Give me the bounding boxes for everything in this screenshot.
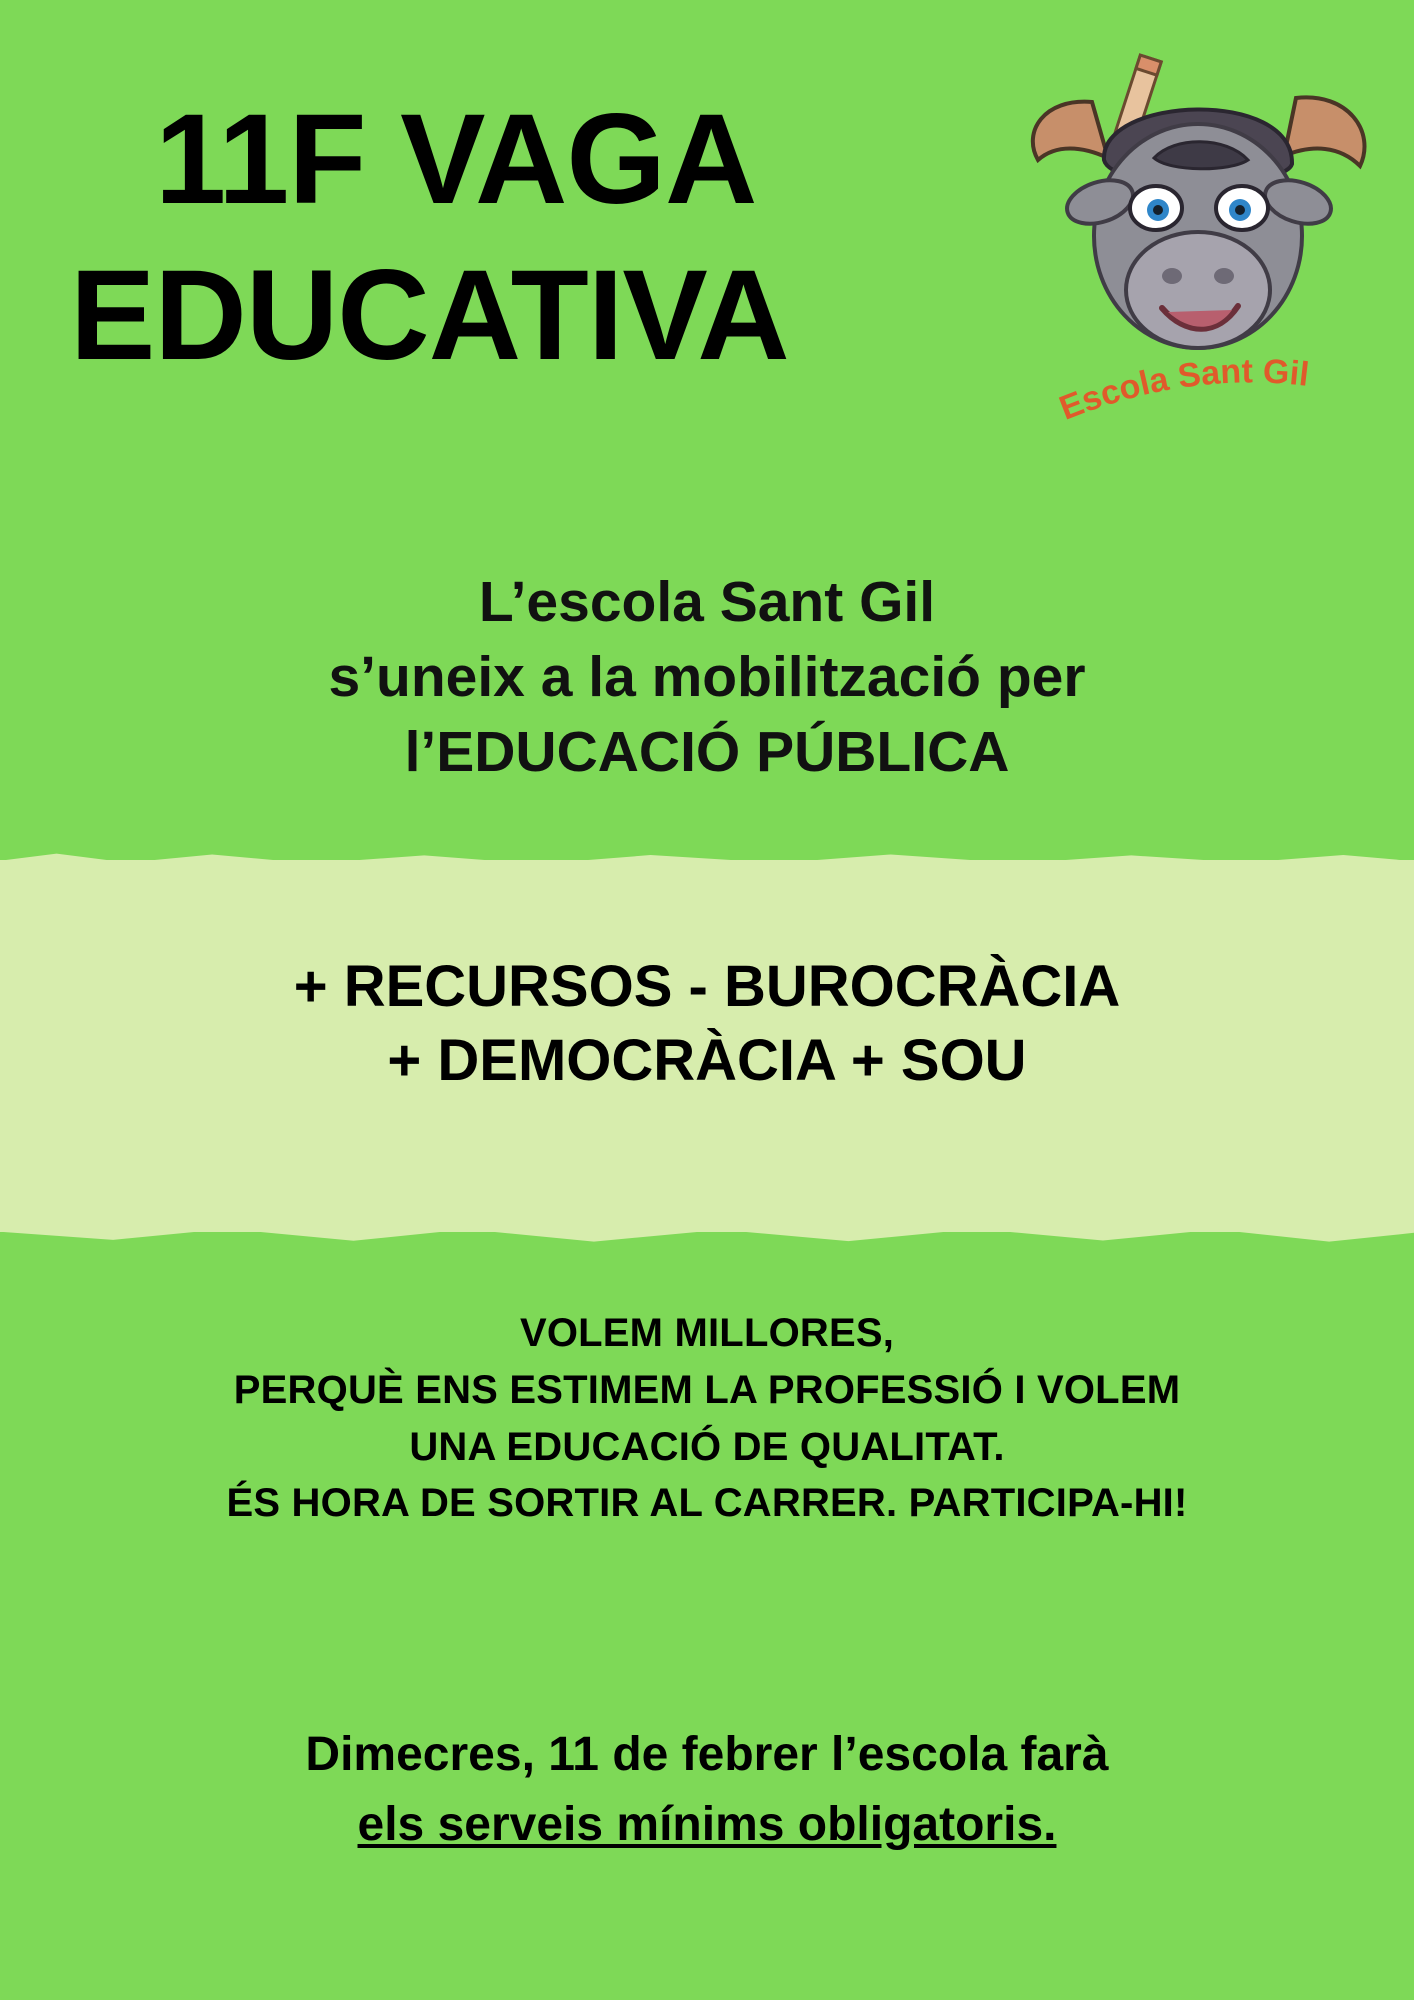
subtitle-line-1: L’escola Sant Gil	[478, 570, 936, 634]
body-line-1: VOLEM MILLORES,	[519, 1311, 895, 1355]
bull-head-mascot-icon	[1004, 40, 1384, 440]
poster-subtitle	[0, 565, 1414, 791]
subtitle-line-2: s’uneix a la mobilització per	[328, 645, 1086, 710]
body-line-4: ÉS HORA DE SORTIR AL CARRER. PARTICIPA-HI!	[226, 1481, 1188, 1526]
title-line-2: EDUCATIVA	[70, 244, 789, 388]
poster-footer	[0, 1720, 1414, 1859]
title-line-1: 11F VAGA	[155, 88, 757, 231]
slogan-text	[0, 860, 1414, 1098]
slogan-band	[0, 860, 1414, 1232]
subtitle-line-3: l’EDUCACIÓ PÚBLICA	[404, 720, 1010, 785]
slogan-line-1: + RECURSOS - BUROCRÀCIA	[293, 954, 1121, 1019]
slogan-line-2: + DEMOCRÀCIA + SOU	[387, 1028, 1027, 1094]
footer-line-1: Dimecres, 11 de febrer l’escola farà	[305, 1728, 1109, 1781]
svg-text:Escola Sant Gil: Escola Sant Gil	[1054, 352, 1311, 428]
body-line-3: UNA EDUCACIÓ DE QUALITAT.	[409, 1424, 1005, 1469]
body-line-2: PERQUÈ ENS ESTIMEM LA PROFESSIÓ I VOLEM	[233, 1367, 1181, 1412]
footer-line-2: els serveis mínims obligatoris.	[357, 1797, 1057, 1851]
poster-body	[0, 1305, 1414, 1532]
